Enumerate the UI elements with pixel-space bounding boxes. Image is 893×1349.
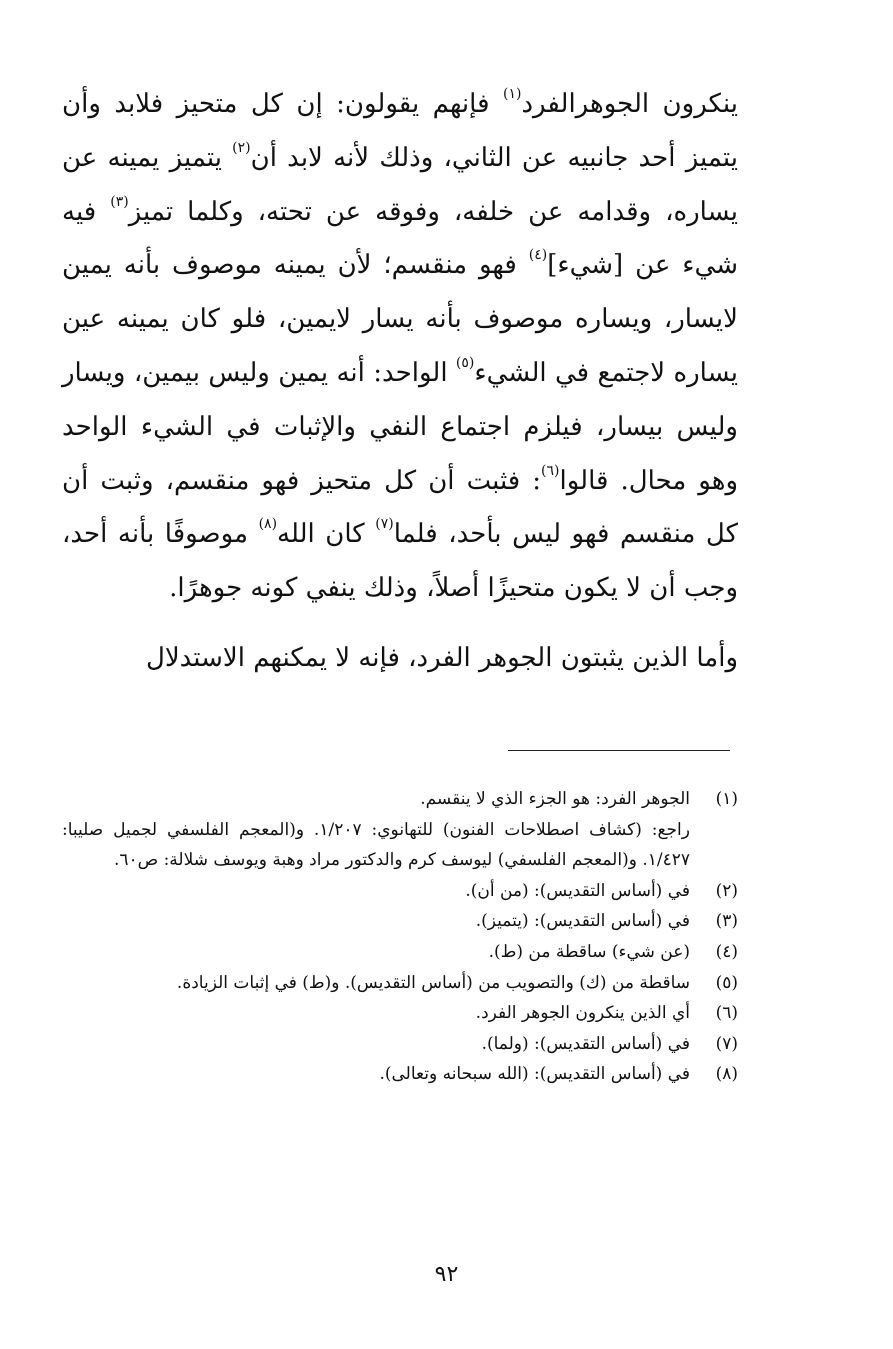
footnote-number: (١) (715, 789, 738, 809)
footnote-number: (٦) (715, 1003, 738, 1024)
paragraph-2: وأما الذين يثبتون الجوهر الفرد، فإنه لا يمكنهم الاستدلال (145, 642, 738, 673)
footnote-marker: (١) (502, 86, 522, 102)
footnote-marker: (٤) (528, 247, 548, 264)
footnote-line: أي الذين ينكرون الجوهر الفرد. (475, 1003, 690, 1024)
footnote-item (62, 998, 738, 1029)
footnote-number: (٣) (715, 911, 738, 932)
footnote-number: (٤) (715, 941, 738, 962)
footnote-text (62, 876, 690, 907)
footnote-number: (٧) (715, 1033, 738, 1054)
footnote-marker: (٧) (375, 516, 394, 533)
footnote-line: (عن شيء) ساقطة من (ط). (488, 941, 690, 962)
paragraph-1 (62, 78, 738, 616)
footnote-text (62, 784, 690, 876)
footnote-text (62, 968, 690, 999)
footnote-text (62, 937, 690, 968)
text-segment: : فثبت أن كل متحيز فهو منقسم، وثبت أن كل منقسم فهو ليس بأحد، فلما (62, 465, 738, 550)
footnote-marker: (٨) (258, 516, 278, 533)
footnote-item (62, 876, 738, 907)
footnote-item (62, 906, 738, 937)
footnote-line: راجع: (كشاف اصطلاحات الفنون) للتهانوي: ١/٢٠٧. و(المعجم الفلسفي لجميل صليبا: ١/٤٢٧. و(المعجم الفلسفي) ليوسف كرم والدكتور مراد وهبة ويوسف شلالة: ص٦٠. (62, 819, 690, 871)
footnote-line: في (أساس التقديس): (يتميز). (475, 911, 690, 932)
footnote-line: الجوهر الفرد: هو الجزء الذي لا ينقسم. (420, 789, 690, 809)
footnote-text (62, 1059, 690, 1090)
text-segment: موصوفًا بأنه أحد، وجب أن لا يكون متحيزًا أصلاً، وذلك ينفي كونه جوهرًا. (62, 519, 738, 604)
footnote-line: في (أساس التقديس): (الله سبحانه وتعالى). (379, 1064, 690, 1085)
footnotes (62, 784, 738, 1090)
footnote-item (62, 968, 738, 999)
text-segment: فهو منقسم؛ لأن يمينه موصوف بأنه يمين لايسار، ويساره موصوف بأنه يسار لايمين، فلو كان يمينه عين يساره لاجتمع في الشيء (62, 250, 738, 388)
footnote-marker: (٢) (232, 139, 251, 156)
footnote-text (62, 998, 690, 1029)
footnote-marker: (٣) (110, 193, 129, 210)
footnote-marker: (٥) (455, 354, 475, 371)
footnote-item (62, 937, 738, 968)
footnote-text (62, 906, 690, 937)
footnote-line: في (أساس التقديس): (ولما). (481, 1033, 690, 1054)
footnote-number: (٨) (715, 1064, 738, 1085)
text-segment: ينكرون الجوهرالفرد (521, 89, 738, 119)
footnote-separator (508, 750, 730, 751)
text-segment: فإنهم يقولون: إن كل متحيز فلابد وأن يتميز أحد جانبيه عن الثاني، وذلك لأنه لابد أن (62, 89, 738, 173)
footnote-text (62, 1029, 690, 1060)
footnote-item (62, 1029, 738, 1060)
text-segment: فيه شيء عن [شيء] (62, 196, 738, 281)
main-text (62, 78, 738, 686)
text-segment: يتميز يمينه عن يساره، وقدامه عن خلفه، وفوقه عن تحته، وكلما تميز (62, 142, 739, 227)
text-segment: الواحد: أنه يمين وليس بيمين، ويسار وليس بيسار، فيلزم اجتماع النفي والإثبات في الشيء الواحد وهو محال. قالوا (62, 357, 738, 496)
text-segment: كان الله (277, 519, 376, 550)
footnote-marker: (٦) (541, 462, 560, 479)
footnote-line: في (أساس التقديس): (من أن). (465, 880, 690, 901)
page-number: ٩٢ (434, 1262, 459, 1287)
footnote-item (62, 1059, 738, 1090)
footnote-number: (٥) (715, 972, 738, 993)
footnote-line: ساقطة من (ك) والتصويب من (أساس التقديس). و(ط) في إثبات الزيادة. (176, 972, 690, 993)
footnote-item (62, 784, 738, 876)
footnote-number: (٢) (715, 880, 738, 901)
